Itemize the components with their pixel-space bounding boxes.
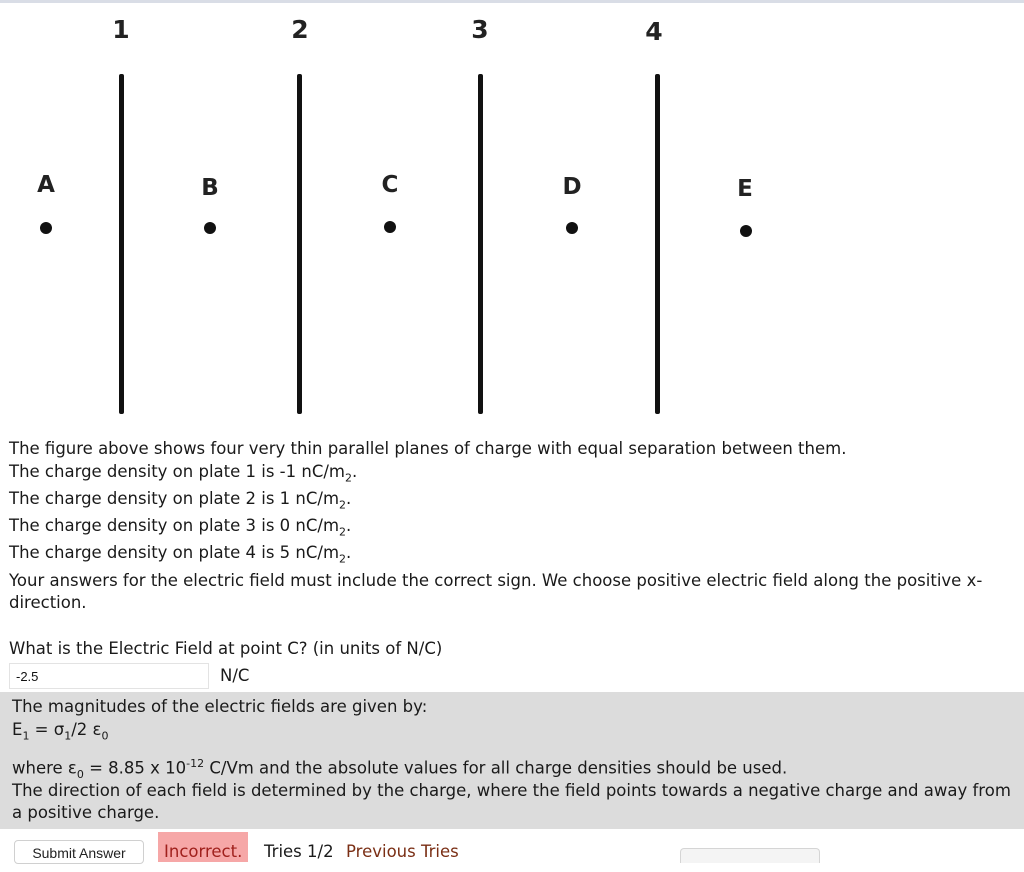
hint-formula: $E_1 = \sigma_1/2$ $\varepsilon_0$ — [12, 720, 109, 743]
status-badge: Incorrect. — [158, 832, 248, 862]
submit-answer-button[interactable]: Submit Answer — [14, 840, 144, 864]
point-label-e: E — [737, 176, 753, 202]
point-a-dot — [40, 222, 52, 234]
parallel-plates-figure — [0, 0, 820, 430]
point-d-dot — [566, 222, 578, 234]
answer-unit: N/C — [220, 666, 250, 685]
plate-number-1: 1 — [112, 15, 130, 44]
hint-direction: The direction of each field is determined by the charge, where the field points towards a negative charge and away from a positive charge. — [12, 781, 1011, 822]
point-b-dot — [204, 222, 216, 234]
point-label-b: B — [201, 175, 219, 201]
tries-counter: Tries 1/2 — [264, 842, 334, 861]
problem-intro: The figure above shows four very thin parallel planes of charge with equal separation between them. — [9, 439, 847, 458]
charge-density-plate-2: The charge density on plate 2 is 1 $nC/m_2$. — [9, 489, 352, 512]
question-text: What is the Electric Field at point C? (in units of N/C) — [9, 639, 443, 658]
plate-1 — [119, 74, 124, 414]
point-label-d: D — [562, 174, 582, 200]
point-label-c: C — [381, 172, 399, 198]
partial-button — [680, 848, 820, 863]
point-e-dot — [740, 225, 752, 237]
plate-2 — [297, 74, 302, 414]
charge-density-plate-1: The charge density on plate 1 is -1 $nC/m_2$. — [9, 462, 358, 485]
charge-density-plate-4: The charge density on plate 4 is 5 $nC/m_2$. — [9, 543, 352, 566]
sign-note: Your answers for the electric field must include the correct sign. We choose positive electric field along the positive x-direction. — [9, 571, 983, 612]
plate-4 — [655, 74, 660, 414]
hint-constant: where $\varepsilon_0 = 8.85$ x $10^{-12}$ C/Vm and the absolute values for all charge densities should be used. — [12, 757, 788, 781]
plate-number-3: 3 — [471, 15, 489, 44]
answer-input[interactable] — [9, 663, 209, 689]
point-label-a: A — [37, 172, 55, 198]
plate-number-4: 4 — [645, 17, 663, 46]
charge-density-plate-3: The charge density on plate 3 is 0 $nC/m_2$. — [9, 516, 352, 539]
point-c-dot — [384, 221, 396, 233]
previous-tries-link[interactable]: Previous Tries — [346, 842, 459, 861]
hint-box — [0, 692, 1024, 829]
plate-number-2: 2 — [291, 15, 309, 44]
hint-intro: The magnitudes of the electric fields are given by: — [12, 697, 428, 716]
plate-3 — [478, 74, 483, 414]
